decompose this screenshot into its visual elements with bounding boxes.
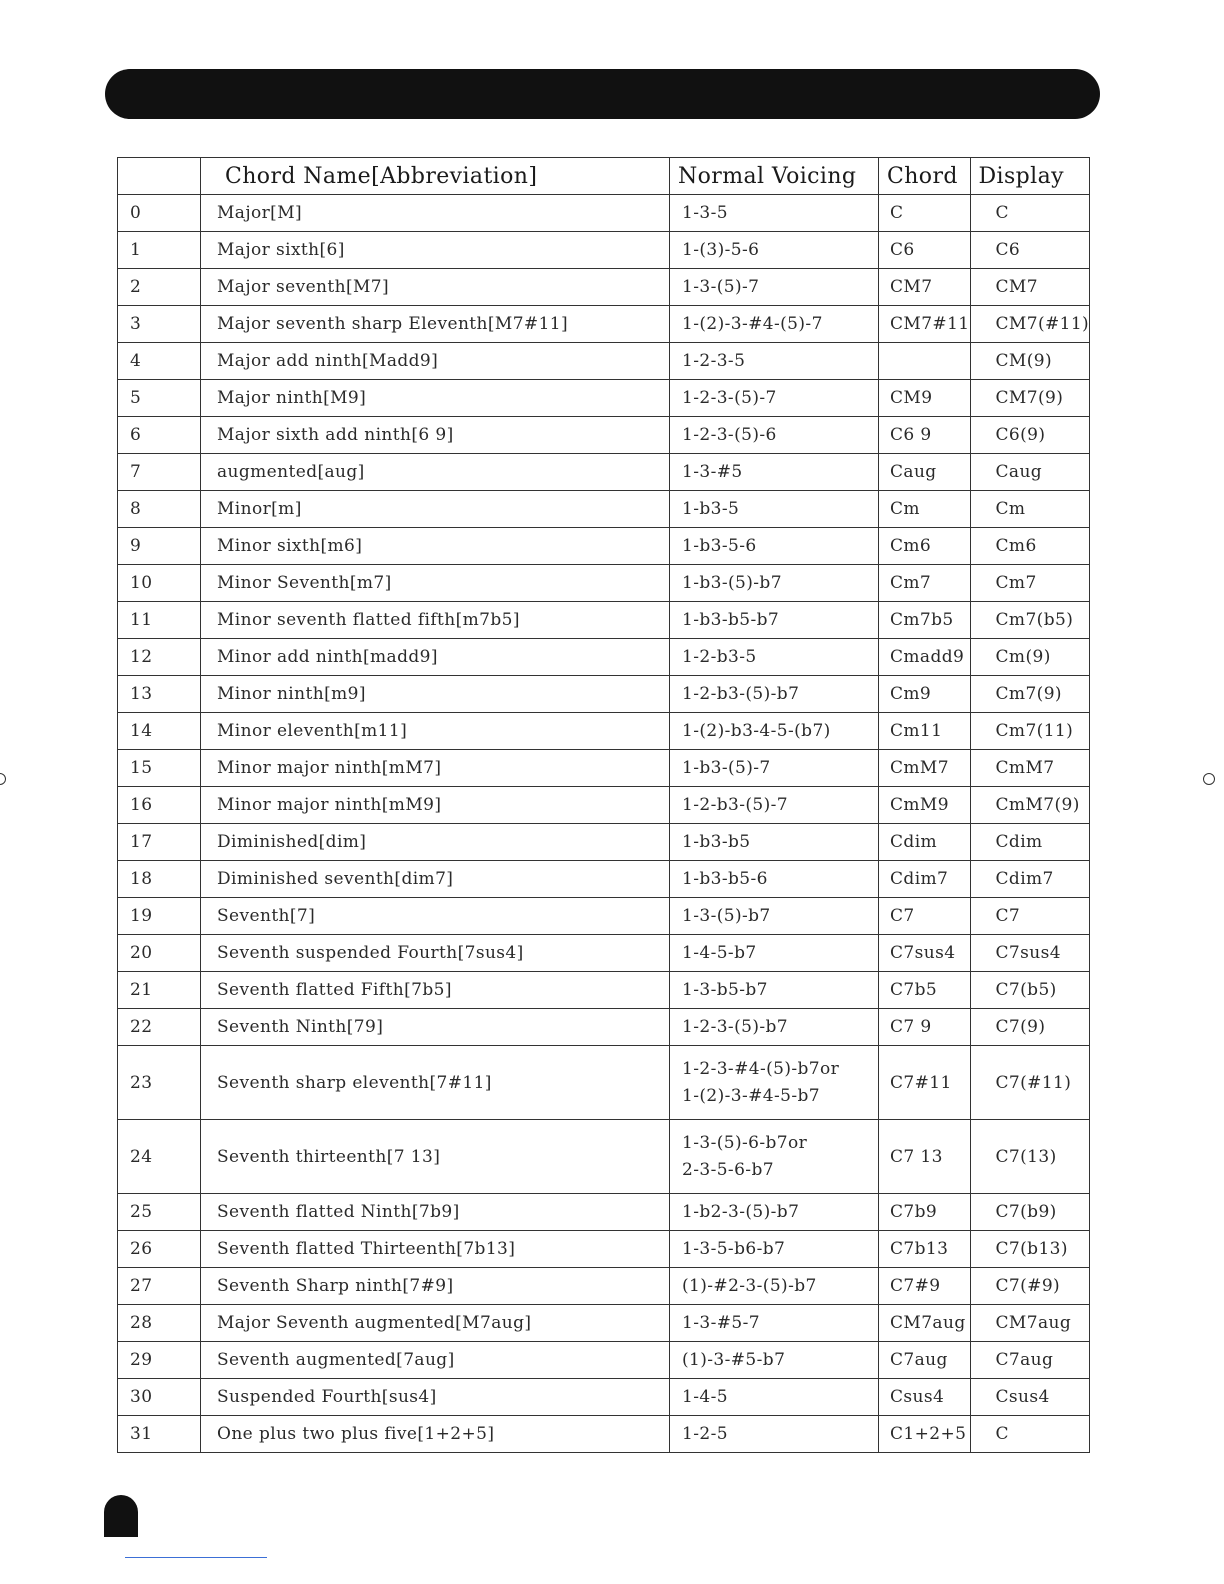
normal-voicing-cell (670, 861, 879, 898)
chord-name-cell: Minor add ninth[madd9] (201, 639, 670, 676)
normal-voicing-cell (670, 269, 879, 306)
chord-cell: Cm6 (879, 528, 971, 565)
table-row (118, 528, 1090, 565)
normal-voicing-cell (670, 1379, 879, 1416)
normal-voicing-cell (670, 1194, 879, 1231)
display-cell: Cm (970, 491, 1090, 528)
header-normal-voicing: Normal Voicing (670, 158, 879, 195)
chord-name-cell: Major add ninth[Madd9] (201, 343, 670, 380)
normal-voicing-cell (670, 972, 879, 1009)
chord-name-cell: augmented[aug] (201, 454, 670, 491)
display-cell: Cm(9) (970, 639, 1090, 676)
display-cell: Cdim (970, 824, 1090, 861)
voicing-line: 1-4-5 (682, 1386, 728, 1407)
voicing-line: 1-2-b3-5 (682, 646, 757, 667)
table-row (118, 380, 1090, 417)
normal-voicing-cell (670, 1231, 879, 1268)
normal-voicing-cell (670, 380, 879, 417)
header-display: Display (970, 158, 1090, 195)
table-row (118, 232, 1090, 269)
chord-name-cell: Major ninth[M9] (201, 380, 670, 417)
row-index: 10 (118, 565, 201, 602)
display-cell: Csus4 (970, 1379, 1090, 1416)
table-row (118, 1342, 1090, 1379)
row-index: 12 (118, 639, 201, 676)
chord-cell: Cdim (879, 824, 971, 861)
chord-cell: C7b13 (879, 1231, 971, 1268)
row-index: 27 (118, 1268, 201, 1305)
normal-voicing-cell (670, 417, 879, 454)
chord-name-cell: Major seventh sharp Eleventh[M7#11] (201, 306, 670, 343)
page-header-bar (105, 69, 1100, 119)
display-cell: C (970, 1416, 1090, 1453)
normal-voicing-cell (670, 565, 879, 602)
table-header-row (118, 158, 1090, 195)
display-cell: C7(b9) (970, 1194, 1090, 1231)
voicing-line: 1-3-(5)-7 (682, 276, 760, 297)
table-row (118, 306, 1090, 343)
display-cell: CmM7 (970, 750, 1090, 787)
header-index (118, 158, 201, 195)
table-row (118, 195, 1090, 232)
row-index: 0 (118, 195, 201, 232)
chord-name-cell: Major Seventh augmented[M7aug] (201, 1305, 670, 1342)
chord-name-cell: Major seventh[M7] (201, 269, 670, 306)
table-row (118, 824, 1090, 861)
normal-voicing-cell (670, 343, 879, 380)
chord-cell: CmM7 (879, 750, 971, 787)
display-cell: Cdim7 (970, 861, 1090, 898)
table-row (118, 1416, 1090, 1453)
normal-voicing-cell (670, 454, 879, 491)
row-index: 14 (118, 713, 201, 750)
voicing-line: (1)-#2-3-(5)-b7 (682, 1275, 817, 1296)
display-cell: Cm7(b5) (970, 602, 1090, 639)
row-index: 31 (118, 1416, 201, 1453)
normal-voicing-cell (670, 1120, 879, 1194)
chord-name-cell: Minor[m] (201, 491, 670, 528)
voicing-line: 1-(3)-5-6 (682, 239, 760, 260)
row-index: 18 (118, 861, 201, 898)
chord-name-cell: Seventh suspended Fourth[7sus4] (201, 935, 670, 972)
voicing-line: 1-2-3-(5)-b7 (682, 1016, 789, 1037)
chord-name-cell: Major sixth add ninth[6 9] (201, 417, 670, 454)
display-cell: C7(b5) (970, 972, 1090, 1009)
table-row (118, 454, 1090, 491)
table-row (118, 491, 1090, 528)
display-cell: Cm7(11) (970, 713, 1090, 750)
footer-rule (125, 1557, 267, 1558)
chord-cell: C1+2+5 (879, 1416, 971, 1453)
header-chord-name: Chord Name[Abbreviation] (201, 158, 670, 195)
display-cell: CM7(9) (970, 380, 1090, 417)
chord-cell: Cm11 (879, 713, 971, 750)
chord-cell: C7b9 (879, 1194, 971, 1231)
normal-voicing-cell (670, 1342, 879, 1379)
chord-name-cell: Seventh Sharp ninth[7#9] (201, 1268, 670, 1305)
table-row (118, 269, 1090, 306)
chord-name-cell: One plus two plus five[1+2+5] (201, 1416, 670, 1453)
display-cell: C7(9) (970, 1009, 1090, 1046)
chord-name-cell: Seventh[7] (201, 898, 670, 935)
row-index: 17 (118, 824, 201, 861)
display-cell: Cm7 (970, 565, 1090, 602)
normal-voicing-cell (670, 602, 879, 639)
normal-voicing-cell (670, 1305, 879, 1342)
table-row (118, 602, 1090, 639)
normal-voicing-cell (670, 750, 879, 787)
chord-cell: Cm9 (879, 676, 971, 713)
normal-voicing-cell (670, 898, 879, 935)
table-row (118, 972, 1090, 1009)
display-cell: Caug (970, 454, 1090, 491)
normal-voicing-cell (670, 1268, 879, 1305)
row-index: 24 (118, 1120, 201, 1194)
table-row (118, 935, 1090, 972)
row-index: 30 (118, 1379, 201, 1416)
table-row (118, 713, 1090, 750)
normal-voicing-cell (670, 713, 879, 750)
display-cell: C6 (970, 232, 1090, 269)
chord-cell: C7b5 (879, 972, 971, 1009)
row-index: 7 (118, 454, 201, 491)
display-cell: CM7aug (970, 1305, 1090, 1342)
voicing-line: 1-b3-5-6 (682, 535, 757, 556)
chord-cell: C7 (879, 898, 971, 935)
table-row (118, 1379, 1090, 1416)
voicing-line: 1-2-3-5 (682, 350, 746, 371)
chord-rows (118, 195, 1090, 1453)
table-row (118, 676, 1090, 713)
normal-voicing-cell (670, 935, 879, 972)
row-index: 29 (118, 1342, 201, 1379)
chord-cell (879, 343, 971, 380)
table-row (118, 750, 1090, 787)
chord-cell: C7 13 (879, 1120, 971, 1194)
display-cell: Cm7(9) (970, 676, 1090, 713)
normal-voicing-cell (670, 195, 879, 232)
voicing-line: 1-3-b5-b7 (682, 979, 768, 1000)
chord-cell: C6 9 (879, 417, 971, 454)
chord-name-cell: Seventh flatted Ninth[7b9] (201, 1194, 670, 1231)
voicing-line: 1-b3-b5-6 (682, 868, 768, 889)
table-row (118, 1194, 1090, 1231)
row-index: 8 (118, 491, 201, 528)
voicing-line: 1-(2)-3-#4-(5)-7 (682, 313, 823, 334)
chord-name-cell: Seventh Ninth[79] (201, 1009, 670, 1046)
chord-name-cell: Minor ninth[m9] (201, 676, 670, 713)
display-cell: Cm6 (970, 528, 1090, 565)
chord-cell: Csus4 (879, 1379, 971, 1416)
registration-mark-right (1203, 773, 1215, 785)
table-row (118, 1268, 1090, 1305)
chord-cell: CM7aug (879, 1305, 971, 1342)
display-cell: C7(b13) (970, 1231, 1090, 1268)
chord-name-cell: Seventh flatted Fifth[7b5] (201, 972, 670, 1009)
voicing-line: 1-2-b3-(5)-b7 (682, 683, 800, 704)
chord-name-cell: Minor Seventh[m7] (201, 565, 670, 602)
voicing-line: 1-(2)-3-#4-5-b7 (682, 1085, 821, 1106)
normal-voicing-cell (670, 1416, 879, 1453)
chord-cell: CmM9 (879, 787, 971, 824)
display-cell: C7 (970, 898, 1090, 935)
chord-cell: C (879, 195, 971, 232)
chord-cell: Cdim7 (879, 861, 971, 898)
chord-name-cell: Major[M] (201, 195, 670, 232)
table-row (118, 1231, 1090, 1268)
chord-name-cell: Diminished seventh[dim7] (201, 861, 670, 898)
chord-cell: Cm7 (879, 565, 971, 602)
row-index: 28 (118, 1305, 201, 1342)
chord-name-cell: Seventh flatted Thirteenth[7b13] (201, 1231, 670, 1268)
table-row (118, 1046, 1090, 1120)
chord-table (117, 157, 1090, 1453)
chord-name-cell: Suspended Fourth[sus4] (201, 1379, 670, 1416)
chord-cell: Cm7b5 (879, 602, 971, 639)
row-index: 3 (118, 306, 201, 343)
table-row (118, 1305, 1090, 1342)
row-index: 19 (118, 898, 201, 935)
voicing-line: 1-b3-(5)-7 (682, 757, 771, 778)
row-index: 15 (118, 750, 201, 787)
table-row (118, 565, 1090, 602)
voicing-line: 1-3-(5)-6-b7or (682, 1132, 808, 1153)
voicing-line: 1-2-3-(5)-7 (682, 387, 777, 408)
normal-voicing-cell (670, 528, 879, 565)
chord-name-cell: Seventh sharp eleventh[7#11] (201, 1046, 670, 1120)
row-index: 2 (118, 269, 201, 306)
row-index: 26 (118, 1231, 201, 1268)
table-row (118, 639, 1090, 676)
voicing-line: 1-3-#5 (682, 461, 743, 482)
display-cell: CM7(#11) (970, 306, 1090, 343)
display-cell: C7(#9) (970, 1268, 1090, 1305)
row-index: 4 (118, 343, 201, 380)
voicing-line: 1-b3-(5)-b7 (682, 572, 782, 593)
voicing-line: 1-b3-b5-b7 (682, 609, 780, 630)
voicing-line: 1-2-3-#4-(5)-b7or (682, 1058, 840, 1079)
table-row (118, 1009, 1090, 1046)
chord-name-cell: Minor sixth[m6] (201, 528, 670, 565)
chord-name-cell: Seventh thirteenth[7 13] (201, 1120, 670, 1194)
table-row (118, 898, 1090, 935)
voicing-line: 1-2-3-(5)-6 (682, 424, 777, 445)
display-cell: CM(9) (970, 343, 1090, 380)
chord-cell: C7#11 (879, 1046, 971, 1120)
chord-name-cell: Minor eleventh[m11] (201, 713, 670, 750)
chord-cell: Cmadd9 (879, 639, 971, 676)
table-row (118, 1120, 1090, 1194)
normal-voicing-cell (670, 491, 879, 528)
row-index: 25 (118, 1194, 201, 1231)
chord-name-cell: Minor major ninth[mM9] (201, 787, 670, 824)
normal-voicing-cell (670, 1009, 879, 1046)
chord-cell: C7sus4 (879, 935, 971, 972)
display-cell: C7(13) (970, 1120, 1090, 1194)
chord-cell: CM7 (879, 269, 971, 306)
table-row (118, 343, 1090, 380)
normal-voicing-cell (670, 676, 879, 713)
chord-cell: C6 (879, 232, 971, 269)
header-chord: Chord (879, 158, 971, 195)
display-cell: C7sus4 (970, 935, 1090, 972)
row-index: 6 (118, 417, 201, 454)
chord-name-cell: Minor major ninth[mM7] (201, 750, 670, 787)
row-index: 21 (118, 972, 201, 1009)
normal-voicing-cell (670, 787, 879, 824)
voicing-line: 1-3-5 (682, 202, 728, 223)
table-row (118, 861, 1090, 898)
row-index: 20 (118, 935, 201, 972)
voicing-line: 1-3-#5-7 (682, 1312, 760, 1333)
display-cell: C (970, 195, 1090, 232)
voicing-line: 1-b3-5 (682, 498, 740, 519)
chord-cell: C7 9 (879, 1009, 971, 1046)
row-index: 22 (118, 1009, 201, 1046)
chord-name-cell: Seventh augmented[7aug] (201, 1342, 670, 1379)
display-cell: C7(#11) (970, 1046, 1090, 1120)
row-index: 11 (118, 602, 201, 639)
chord-cell: Caug (879, 454, 971, 491)
table-row (118, 787, 1090, 824)
normal-voicing-cell (670, 306, 879, 343)
normal-voicing-cell (670, 639, 879, 676)
display-cell: C7aug (970, 1342, 1090, 1379)
table-row (118, 417, 1090, 454)
row-index: 5 (118, 380, 201, 417)
voicing-line: (1)-3-#5-b7 (682, 1349, 786, 1370)
row-index: 9 (118, 528, 201, 565)
registration-mark-left (0, 773, 6, 785)
voicing-line: 1-b2-3-(5)-b7 (682, 1201, 800, 1222)
chord-name-cell: Minor seventh flatted fifth[m7b5] (201, 602, 670, 639)
display-cell: C6(9) (970, 417, 1090, 454)
voicing-line: 1-(2)-b3-4-5-(b7) (682, 720, 831, 741)
normal-voicing-cell (670, 232, 879, 269)
voicing-line: 1-b3-b5 (682, 831, 751, 852)
chord-cell: CM9 (879, 380, 971, 417)
chord-cell: C7aug (879, 1342, 971, 1379)
chord-cell: Cm (879, 491, 971, 528)
page-number-tab (104, 1495, 138, 1537)
row-index: 23 (118, 1046, 201, 1120)
row-index: 1 (118, 232, 201, 269)
voicing-line: 1-3-(5)-b7 (682, 905, 771, 926)
display-cell: CmM7(9) (970, 787, 1090, 824)
row-index: 16 (118, 787, 201, 824)
chord-cell: C7#9 (879, 1268, 971, 1305)
voicing-line: 2-3-5-6-b7 (682, 1159, 774, 1180)
voicing-line: 1-2-b3-(5)-7 (682, 794, 789, 815)
normal-voicing-cell (670, 824, 879, 861)
voicing-line: 1-3-5-b6-b7 (682, 1238, 786, 1259)
chord-name-cell: Diminished[dim] (201, 824, 670, 861)
display-cell: CM7 (970, 269, 1090, 306)
chord-cell: CM7#11 (879, 306, 971, 343)
chord-name-cell: Major sixth[6] (201, 232, 670, 269)
voicing-line: 1-4-5-b7 (682, 942, 757, 963)
normal-voicing-cell (670, 1046, 879, 1120)
row-index: 13 (118, 676, 201, 713)
voicing-line: 1-2-5 (682, 1423, 728, 1444)
